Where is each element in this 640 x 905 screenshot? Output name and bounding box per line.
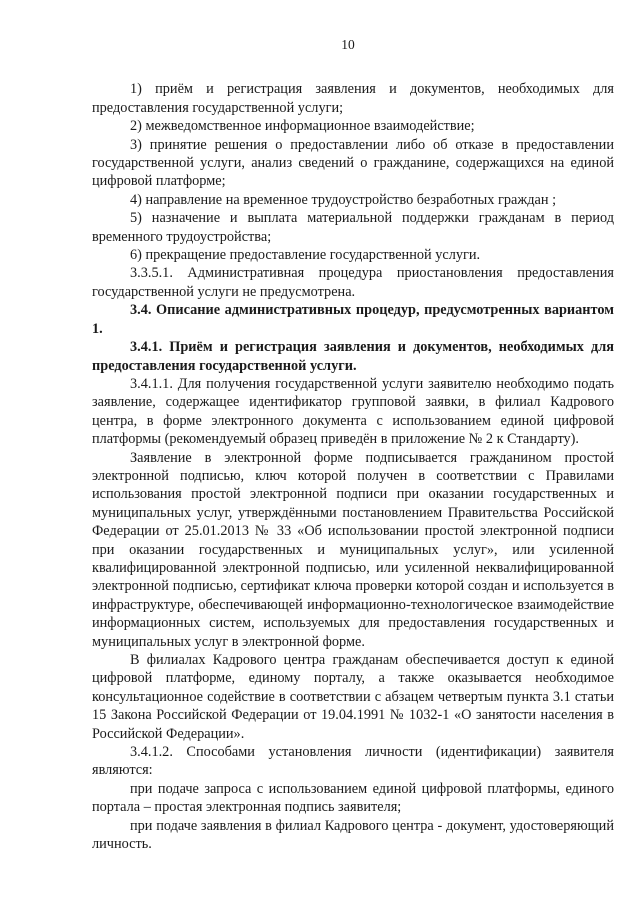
subsection-heading-3-4-1: 3.4.1. Приём и регистрация заявления и документов, необходимых для предоставления государственной услуги. xyxy=(92,339,614,374)
list-item-4: 4) направление на временное трудоустройство безработных граждан ; xyxy=(130,191,557,208)
paragraph-branch-access: В филиалах Кадрового центра гражданам обеспечивается доступ к единой цифровой платформе, единому порталу, а также оказывается необходимое консультационное содействие в соответствии с абзацем четвертым пункта 3.1 статьи 15 Закона Российской Федерации от 19.04.1991 № 1032-1 «О занятости населения в Российской Федерации». xyxy=(92,652,614,742)
list-item-2: 2) межведомственное информационное взаимодействие; xyxy=(130,118,475,135)
page-number: 10 xyxy=(341,37,355,52)
paragraph-identification-branch: при подаче заявления в филиал Кадрового центра - документ, удостоверяющий личность. xyxy=(92,817,614,853)
list-item-3: 3) принятие решения о предоставлении либо об отказе в предоставлении государственной услуги, анализ сведений о гражданине, содержащихся на единой цифровой платформе; xyxy=(92,136,614,190)
paragraph-3-3-5-1: 3.3.5.1. Административная процедура приостановления предоставления государственной услуги не предусмотрена. xyxy=(92,265,614,300)
list-item-5: 5) назначение и выплата материальной поддержки гражданам в период временного трудоустройства; xyxy=(92,210,614,245)
list-item-6: 6) прекращение предоставление государственной услуги. xyxy=(130,247,481,264)
paragraph-electronic-signature: Заявление в электронной форме подписывается гражданином простой электронной подписью, ключ которой получен в соответствии с Правилами использования простой электронной подписи при оказании государственных и муниципальных услуг, утверждёнными постановлением Правительства Российской Федерации от 25.01.2013 № 33 «Об использовании простой электронной подписи при оказании государственных и муниципальных услуг», или усиленной квалифицированной электронной подписью, или усиленной неквалифицированной электронной подписью, сертификат ключа проверки которой создан и используется в инфраструктуре, обеспечивающей информационно-технологическое взаимодействие информационных систем, используемых для предоставления государственных и муниципальных услуг в электронной форме. xyxy=(92,449,614,650)
section-heading-3-4: 3.4. Описание административных процедур, предусмотренных вариантом 1. xyxy=(92,302,614,337)
paragraph-identification-portal: при подаче запроса с использованием единой цифровой платформы, единого портала – простая электронная подпись заявителя; xyxy=(92,780,614,816)
list-item-1: 1) приём и регистрация заявления и документов, необходимых для предоставления государственной услуги; xyxy=(92,81,614,116)
paragraph-3-4-1-2: 3.4.1.2. Способами установления личности (идентификации) заявителя являются: xyxy=(92,744,614,779)
paragraph-3-4-1-1: 3.4.1.1. Для получения государственной услуги заявителю необходимо подать заявление, содержащее идентификатор групповой заявки, в филиал Кадрового центра, в форме электронного документа с использованием единой цифровой платформы (рекомендуемый образец приведён в приложение № 2 к Стандарту). xyxy=(92,375,614,448)
